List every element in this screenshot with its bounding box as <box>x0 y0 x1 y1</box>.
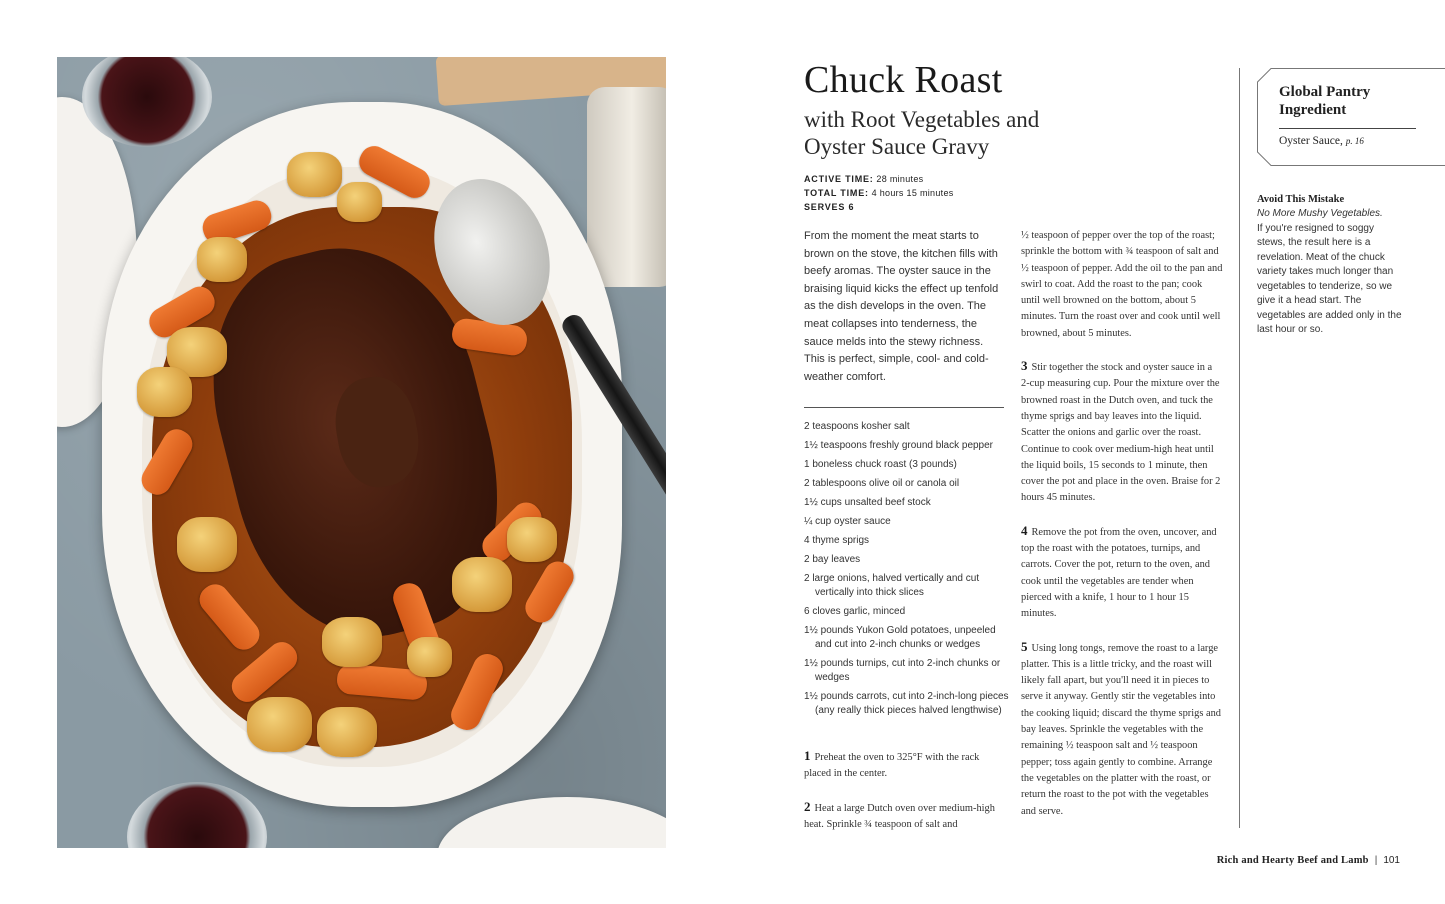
side-plate-bottom <box>437 797 666 848</box>
ingredient-item: 1½ cups unsalted beef stock <box>804 497 931 508</box>
ingredient-item: 4 thyme sprigs <box>804 535 870 546</box>
potato <box>452 557 512 612</box>
ingredient-item: ¼ cup oyster sauce <box>804 516 891 527</box>
step-3: 3 Stir together the stock and oyster sauce in a 2-cup measuring cup. Pour the mixture over the browned roast in the Dutch oven, and tuck the thyme sprigs and bay leaves into the liquid. Scatter the onions and garlic over the roast. Continue to cook over medium-high heat until the liquid boils, 15 seconds to 1 minute, then cover the pot and place in the oven. Braise for 2 hours 45 minutes. <box>1021 358 1221 504</box>
ingredient-item: 2 tablespoons olive oil or canola oil <box>804 478 960 489</box>
pantry-divider <box>1279 128 1416 129</box>
page-footer <box>1217 855 1400 866</box>
footer-separator: | <box>1374 855 1378 866</box>
recipe-photo <box>57 57 666 848</box>
potato <box>177 517 237 572</box>
avoid-mistake-box <box>1257 193 1402 338</box>
wine-glass-bottom <box>127 782 267 848</box>
step-5: 5 Using long tongs, remove the roast to a large platter. This is a little tricky, and the roast will likely fall apart, but you'll need it in pieces to serve it anyway. Gently stir the vegetables into the cooking liquid; discard the thyme sprigs and bay leaves. Sprinkle the vegetables with the remaining ½ teaspoon salt and ½ teaspoon pepper; toss again gently to combine. Arrange the vegetables on the platter with the roast, or return the roast to the pot with the vegetables and serve. <box>1021 638 1221 817</box>
recipe-subtitle: with Root Vegetables and Oyster Sauce Gravy <box>804 107 1040 159</box>
ingredients-list <box>804 420 1009 723</box>
potato <box>407 637 452 677</box>
section-name: Rich and Hearty Beef and Lamb <box>1216 855 1369 866</box>
ingredient-item: 1½ pounds turnips, cut into 2-inch chunks or wedges <box>804 658 1001 683</box>
steps-column-2 <box>1021 228 1223 836</box>
potato <box>507 517 557 562</box>
total-time: TOTAL TIME: 4 hours 15 minutes <box>804 188 954 198</box>
ingredients-divider <box>804 407 1004 408</box>
bottle-shape <box>587 87 666 287</box>
ingredient-item: 2 large onions, halved vertically and cut vertically into thick slices <box>804 573 980 598</box>
ingredient-item: 1½ pounds Yukon Gold potatoes, unpeeled and cut into 2-inch chunks or wedges <box>804 625 996 650</box>
step-4: 4 Remove the pot from the oven, uncover, and top the roast with the potatoes, turnips, and carrots. Cover the pot, return to the oven, and cook until the vegetables are tender when pierced with a knife, 1 hour to 1 hour 15 minutes. <box>1021 522 1217 620</box>
step-1: 1 Preheat the oven to 325°F with the rack placed in the center. <box>804 748 980 780</box>
page-number: 101 <box>1383 855 1400 866</box>
potato <box>137 367 192 417</box>
ingredient-item: 1½ pounds carrots, cut into 2-inch-long pieces (any really thick pieces halved lengthwise) <box>804 691 1009 716</box>
step-2: 2 Heat a large Dutch oven over medium-high heat. Sprinkle ¾ teaspoon of salt and <box>804 798 995 830</box>
ingredient-item: 1½ teaspoons freshly ground black pepper <box>804 440 994 451</box>
recipe-meta <box>804 172 954 214</box>
potato <box>317 707 377 757</box>
serves: SERVES 6 <box>804 202 855 212</box>
recipe-intro: From the moment the meat starts to brown on the stove, the kitchen fills with beefy aromas. The oyster sauce in the braising liquid kicks the effect up tenfold as the dish develops in the oven. The meat collapses into tenderness, the sauce melds into the stewy richness. This is perfect, simple, cool- and cold-weather comfort. <box>804 230 999 383</box>
column-divider <box>1239 68 1240 828</box>
mistake-subtitle: No More Mushy Vegetables. <box>1257 208 1383 219</box>
ingredient-item: 6 cloves garlic, minced <box>804 606 906 617</box>
ingredient-item: 1 boneless chuck roast (3 pounds) <box>804 459 957 470</box>
potato <box>322 617 382 667</box>
recipe-title: Chuck Roast <box>804 59 1003 101</box>
potato <box>247 697 312 752</box>
mistake-title: Avoid This Mistake <box>1257 194 1345 205</box>
potato <box>197 237 247 282</box>
mistake-body: If you're resigned to soggy stews, the result here is a revelation. Meat of the chuck variety takes much longer than vegetables to tenderize, so we give it a head start. The vegetables are added only in the last hour or so. <box>1257 222 1402 335</box>
active-time: ACTIVE TIME: 28 minutes <box>804 174 924 184</box>
steps-column-1 <box>804 748 996 849</box>
pantry-title: Global Pantry Ingredient <box>1279 84 1371 118</box>
potato <box>287 152 342 197</box>
pantry-item: Oyster Sauce, p. 16 <box>1279 135 1364 147</box>
potato <box>337 182 382 222</box>
ingredient-item: 2 teaspoons kosher salt <box>804 421 910 432</box>
ingredient-item: 2 bay leaves <box>804 554 861 565</box>
step-2-continued: ½ teaspoon of pepper over the top of the roast; sprinkle the bottom with ¾ teaspoon of salt and ½ teaspoon of pepper. Add the oil to the pan and swirl to coat. Add the roast to the pan; cook until well browned on the bottom, about 5 minutes. Turn the roast over and cook until well browned, about 5 minutes. <box>1021 230 1223 339</box>
